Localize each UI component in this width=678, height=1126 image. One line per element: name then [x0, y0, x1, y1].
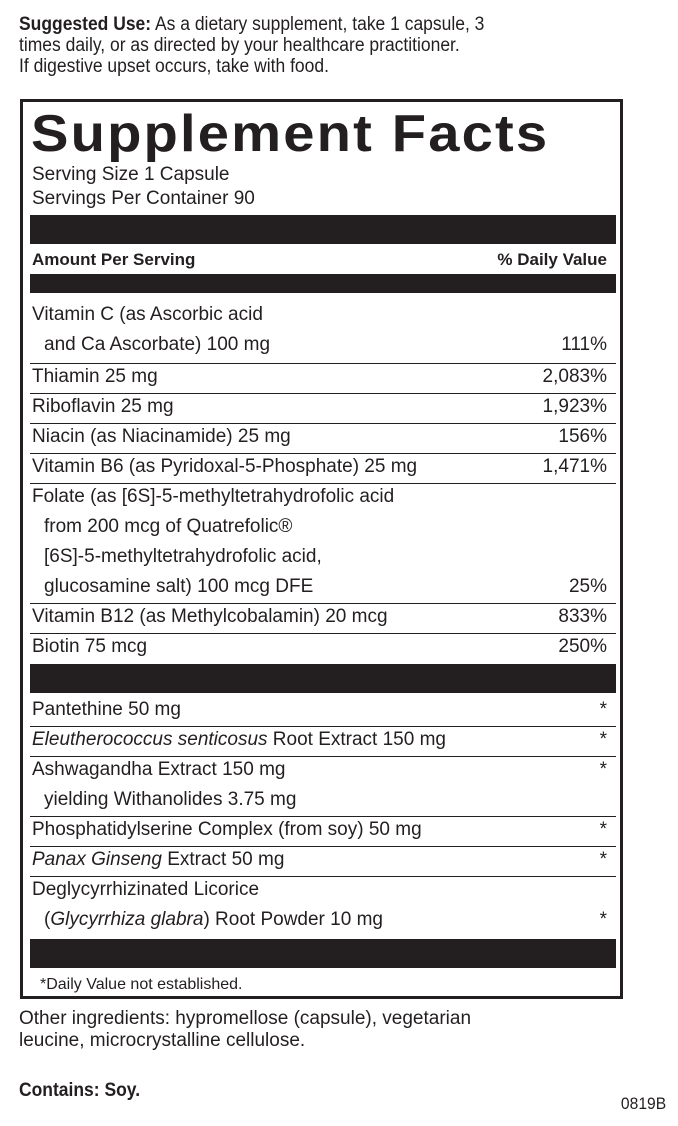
nutrient-line — [32, 695, 607, 725]
nutrient-row — [32, 602, 607, 632]
nutrient-line-text: Thiamin 25 mg — [32, 366, 158, 387]
nutrient-line-text: Vitamin B12 (as Methylcobalamin) 20 mcg — [32, 606, 388, 627]
nutrient-line-text: Vitamin B6 (as Pyridoxal-5-Phosphate) 25 mg — [32, 456, 418, 477]
nutrient-line-text: Niacin (as Niacinamide) 25 mg — [32, 426, 291, 447]
nutrient-line-text: ) Root Powder 10 mg — [203, 909, 383, 930]
supplement-facts-panel — [20, 99, 623, 999]
nutrient-line: Folate (as [6S]-5-methyltetrahydrofolic acid — [32, 486, 395, 507]
nutrient-row — [32, 875, 607, 935]
daily-value: * — [599, 759, 607, 780]
footnote: *Daily Value not established. — [40, 976, 243, 993]
suggested-use-label: Suggested Use: — [19, 14, 152, 35]
suggested-use-line3: If digestive upset occurs, take with food. — [19, 56, 329, 77]
nutrient-line — [32, 330, 607, 360]
nutrient-row — [32, 300, 607, 360]
nutrient-line — [32, 632, 607, 662]
daily-value: 2,083% — [542, 366, 607, 387]
nutrient-line — [32, 392, 607, 422]
daily-value: * — [599, 729, 607, 750]
thick-divider — [30, 215, 616, 244]
nutrient-row — [32, 632, 607, 662]
nutrient-line — [32, 422, 607, 452]
nutrient-row — [32, 482, 607, 602]
nutrient-line — [32, 845, 607, 875]
other-ingredients — [19, 1008, 619, 1052]
nutrient-line-text: Root Extract 150 mg — [267, 729, 446, 750]
nutrient-line — [32, 602, 607, 632]
nutrient-line: [6S]-5-methyltetrahydrofolic acid, — [44, 546, 322, 567]
nutrient-line: from 200 mcg of Quatrefolic® — [44, 516, 293, 537]
nutrient-line — [32, 905, 607, 935]
nutrient-line: Deglycyrrhizinated Licorice — [32, 879, 260, 900]
nutrient-line — [32, 452, 607, 482]
nutrient-line: Vitamin C (as Ascorbic acid — [32, 304, 263, 325]
daily-value: 833% — [558, 606, 607, 627]
thick-divider — [30, 939, 616, 968]
nutrient-line-text: ( — [44, 909, 51, 930]
nutrient-italic: Glycyrrhiza glabra — [50, 909, 204, 930]
daily-value: * — [599, 909, 607, 930]
nutrient-row — [32, 755, 607, 815]
thick-divider — [30, 274, 616, 293]
panel-title: Supplement Facts — [31, 105, 550, 163]
nutrient-row — [32, 392, 607, 422]
nutrient-italic: Panax Ginseng — [32, 849, 162, 870]
daily-value: 156% — [558, 426, 607, 447]
dv-header: % Daily Value — [497, 250, 607, 269]
nutrient-line-text: Pantethine 50 mg — [32, 699, 181, 720]
nutrient-line-text: and Ca Ascorbate) 100 mg — [44, 334, 271, 355]
nutrient-line — [32, 755, 607, 785]
thick-divider — [30, 664, 616, 693]
nutrient-row — [32, 695, 607, 725]
nutrient-italic: Eleutherococcus senticosus — [32, 729, 268, 750]
nutrient-row — [32, 815, 607, 845]
nutrient-line-text: Ashwagandha Extract 150 mg — [32, 759, 286, 780]
daily-value: 250% — [558, 636, 607, 657]
daily-value: * — [599, 819, 607, 840]
nutrient-row — [32, 362, 607, 392]
nutrient-row — [32, 725, 607, 755]
daily-value: 1,923% — [542, 396, 607, 417]
nutrient-line-text: Biotin 75 mcg — [32, 636, 148, 657]
other-ingredients-line2: leucine, microcrystalline cellulose. — [19, 1030, 306, 1051]
daily-value: * — [599, 849, 607, 870]
nutrient-line — [32, 572, 607, 602]
nutrient-line-text: glucosamine salt) 100 mcg DFE — [44, 576, 314, 597]
daily-value: 25% — [568, 576, 607, 597]
serving-size: Serving Size 1 Capsule — [32, 164, 230, 185]
nutrient-row — [32, 452, 607, 482]
daily-value: * — [599, 699, 607, 720]
nutrient-line — [32, 362, 607, 392]
servings-per-container: Servings Per Container 90 — [32, 188, 255, 209]
nutrient-line: yielding Withanolides 3.75 mg — [44, 789, 297, 810]
nutrient-row — [32, 845, 607, 875]
amount-header: Amount Per Serving — [32, 250, 196, 269]
nutrient-line-text: Extract 50 mg — [161, 849, 285, 870]
label-code: 0819B — [620, 1094, 666, 1113]
other-ingredients-line1: Other ingredients: hypromellose (capsule), vegetarian — [19, 1008, 472, 1029]
daily-value: 111% — [561, 334, 607, 355]
nutrient-row — [32, 422, 607, 452]
nutrient-line — [32, 725, 607, 755]
nutrient-line-text: Riboflavin 25 mg — [32, 396, 174, 417]
suggested-use-line1: As a dietary supplement, take 1 capsule, 3 — [155, 14, 485, 35]
nutrient-line-text: Phosphatidylserine Complex (from soy) 50 mg — [32, 819, 422, 840]
suggested-use — [19, 14, 617, 77]
daily-value: 1,471% — [542, 456, 607, 477]
column-header — [32, 250, 607, 270]
suggested-use-line2: times daily, or as directed by your healthcare practitioner. — [19, 35, 460, 56]
allergen-statement: Contains: Soy. — [19, 1080, 141, 1101]
nutrient-line — [32, 815, 607, 845]
